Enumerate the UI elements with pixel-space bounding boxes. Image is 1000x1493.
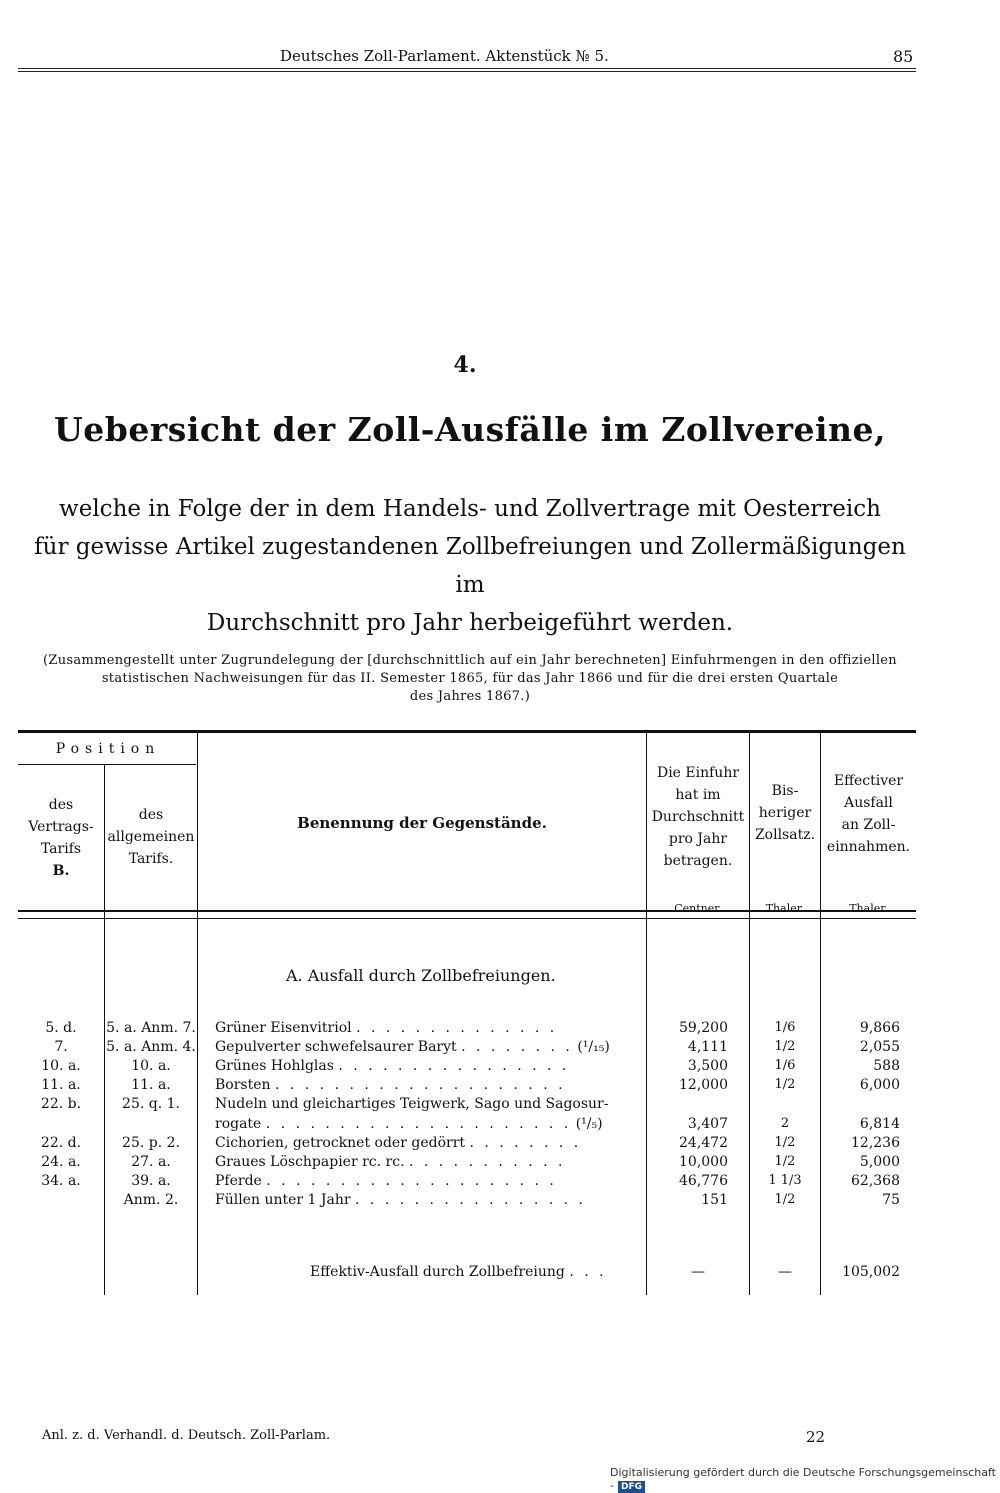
table-row — [0, 1020, 1000, 1039]
cell-zollsatz: 1/2 — [774, 1039, 796, 1054]
subtitle-line: welche in Folge der in dem Handels- und Zollvertrage mit Oesterreich — [59, 496, 881, 522]
cell-benennung — [215, 1173, 640, 1189]
header-line: des — [138, 807, 164, 823]
section-heading: A. Ausfall durch Zollbefreiungen. — [286, 966, 556, 985]
header-rule-double — [18, 71, 916, 72]
header-line: hat im — [675, 787, 721, 803]
header-title: Deutsches Zoll-Parlament. Aktenstück № 5. — [280, 47, 609, 65]
footer-reference: Anl. z. d. Verhandl. d. Deutsch. Zoll-Parlam. — [42, 1428, 331, 1443]
cell-benennung — [215, 1058, 640, 1074]
header-line: B. — [52, 863, 70, 879]
cell-einfuhr: 24,472 — [679, 1135, 728, 1151]
document-title: Uebersicht der Zoll-Ausfälle im Zollvereine, — [54, 410, 886, 449]
cell-vertragstarif: 11. a. — [41, 1077, 81, 1093]
cell-zollsatz: 1/2 — [774, 1154, 796, 1169]
table-row — [0, 1135, 1000, 1154]
item-name: Graues Löschpapier rc. rc. — [215, 1154, 405, 1170]
cell-ausfall: 62,368 — [851, 1173, 900, 1189]
cell-benennung — [215, 1116, 640, 1132]
footer-sheet-number: 22 — [806, 1428, 826, 1446]
cell-allgemeiner-tarif: 10. a. — [131, 1058, 171, 1074]
cell-ausfall: 6,000 — [859, 1077, 900, 1093]
note-line: (Zusammengestellt unter Zugrundelegung der [durchschnittlich auf ein Jahr berechneten] Einfuhrmengen in den offiziellen — [43, 653, 897, 668]
cell-vertragstarif: 22. b. — [40, 1096, 82, 1112]
dfg-logo: DFG — [618, 1481, 645, 1493]
position-rule — [18, 764, 196, 765]
item-name: Cichorien, getrocknet oder gedörrt — [215, 1135, 466, 1151]
item-name: rogate — [215, 1116, 262, 1132]
cell-benennung — [215, 1039, 640, 1055]
cell-einfuhr: 3,500 — [687, 1058, 728, 1074]
cell-benennung — [215, 1077, 640, 1093]
cell-ausfall: 9,866 — [859, 1020, 900, 1036]
position-header: Position — [55, 741, 161, 757]
cell-zollsatz: 1 1/3 — [768, 1173, 802, 1188]
total-ausfall: 105,002 — [842, 1264, 900, 1280]
cell-ausfall: 6,814 — [859, 1116, 900, 1132]
total-zollsatz: — — [778, 1264, 792, 1280]
cell-einfuhr: 4,111 — [687, 1039, 728, 1055]
leader-dots: . . . . . . . . . . . — [408, 1154, 566, 1170]
header-bottom-rule-2 — [18, 918, 916, 919]
table-row — [0, 1039, 1000, 1058]
header-line: Tarifs — [40, 841, 82, 857]
total-label — [310, 1264, 607, 1280]
page-number: 85 — [893, 47, 914, 66]
item-name: Pferde — [215, 1173, 262, 1189]
document-subtitle — [20, 490, 920, 642]
header-line: einnahmen. — [826, 839, 911, 855]
table-row — [0, 1116, 1000, 1135]
cell-vertragstarif: 22. d. — [40, 1135, 82, 1151]
table-row — [0, 1192, 1000, 1211]
table-row — [0, 1096, 1000, 1115]
cell-zollsatz: 1/6 — [774, 1020, 796, 1035]
total-label-text: Effektiv-Ausfall durch Zollbefreiung — [310, 1264, 565, 1280]
col-header-ausfall — [821, 770, 916, 858]
cell-allgemeiner-tarif: 5. a. Anm. 4. — [106, 1039, 196, 1055]
header-line: Zollsatz. — [754, 827, 816, 843]
header-line: Die Einfuhr — [656, 765, 740, 781]
header-line: Durchschnitt — [651, 809, 745, 825]
header-line: an Zoll- — [841, 817, 896, 833]
cell-benennung — [215, 1020, 640, 1036]
header-line: des — [48, 797, 74, 813]
cell-zollsatz: 1/6 — [774, 1058, 796, 1073]
cell-einfuhr: 3,407 — [687, 1116, 728, 1132]
subtitle-line: für gewisse Artikel zugestandenen Zollbefreiungen und Zollermäßigungen im — [34, 534, 906, 598]
item-fraction: (¹/₁₅) — [577, 1039, 610, 1055]
cell-vertragstarif: 7. — [54, 1039, 68, 1055]
cell-allgemeiner-tarif: 25. p. 2. — [122, 1135, 180, 1151]
table-row — [0, 1058, 1000, 1077]
cell-vertragstarif: 10. a. — [41, 1058, 81, 1074]
cell-benennung — [215, 1154, 640, 1170]
leader-dots: . . . — [569, 1264, 607, 1280]
leader-dots: . . . . . . . . . . . . . . . . — [338, 1058, 570, 1074]
col-header-zollsatz — [750, 780, 820, 846]
cell-einfuhr: 10,000 — [679, 1154, 728, 1170]
table-row — [0, 1077, 1000, 1096]
cell-ausfall: 2,055 — [859, 1039, 900, 1055]
col-header-allgemeiner-tarif — [105, 804, 197, 870]
header-line: betragen. — [663, 853, 733, 869]
digitization-credit — [610, 1466, 1000, 1493]
cell-einfuhr: 12,000 — [679, 1077, 728, 1093]
col-header-vertragstarif — [18, 794, 104, 882]
cell-ausfall: 5,000 — [859, 1154, 900, 1170]
table-row — [0, 1173, 1000, 1192]
cell-zollsatz: 2 — [780, 1116, 790, 1131]
cell-benennung — [215, 1192, 640, 1208]
cell-vertragstarif: 24. a. — [41, 1154, 81, 1170]
item-name: Borsten — [215, 1077, 271, 1093]
cell-zollsatz: 1/2 — [774, 1135, 796, 1150]
cell-zollsatz: 1/2 — [774, 1077, 796, 1092]
unit-zollsatz: Thaler. — [765, 902, 805, 915]
cell-allgemeiner-tarif: 11. a. — [131, 1077, 171, 1093]
item-fraction: (¹/₅) — [575, 1116, 603, 1132]
unit-ausfall: Thaler. — [849, 902, 888, 915]
item-name: Grünes Hohlglas — [215, 1058, 334, 1074]
cell-allgemeiner-tarif: Anm. 2. — [123, 1192, 179, 1208]
leader-dots: . . . . . . . . . . . . . . . . . . . . — [266, 1173, 557, 1189]
cell-zollsatz: 1/2 — [774, 1192, 796, 1207]
digitization-text: Digitalisierung gefördert durch die Deutsche Forschungsgemeinschaft - — [610, 1466, 996, 1492]
cell-einfuhr: 151 — [701, 1192, 728, 1208]
item-name: Gepulverter schwefelsaurer Baryt — [215, 1039, 457, 1055]
header-line: pro Jahr — [668, 831, 728, 847]
leader-dots: . . . . . . . . — [469, 1135, 582, 1151]
leader-dots: . . . . . . . . — [461, 1039, 573, 1055]
item-name: Füllen unter 1 Jahr — [215, 1192, 351, 1208]
cell-allgemeiner-tarif: 5. a. Anm. 7. — [106, 1020, 196, 1036]
header-line: Vertrags- — [28, 819, 94, 835]
leader-dots: . . . . . . . . . . . . . . . . . . . . — [274, 1077, 566, 1093]
leader-dots: . . . . . . . . . . . . . . . . — [355, 1192, 586, 1208]
total-einfuhr: — — [691, 1264, 705, 1280]
item-name: Nudeln und gleichartiges Teigwerk, Sago und Sagosur- — [215, 1096, 609, 1112]
subtitle-line: Durchschnitt pro Jahr herbeigeführt werden. — [206, 610, 734, 636]
header-line: Effectiver — [833, 773, 904, 789]
leader-dots: . . . . . . . . . . . . . . — [356, 1020, 558, 1036]
header-line: allgemeinen — [107, 829, 195, 845]
header-line: Tarifs. — [128, 851, 174, 867]
cell-allgemeiner-tarif: 25. q. 1. — [122, 1096, 180, 1112]
col-header-einfuhr — [647, 762, 749, 872]
cell-ausfall: 75 — [882, 1192, 900, 1208]
cell-allgemeiner-tarif: 27. a. — [131, 1154, 171, 1170]
cell-vertragstarif: 34. a. — [41, 1173, 81, 1189]
header-line: heriger — [758, 805, 812, 821]
total-row — [0, 1264, 1000, 1284]
cell-ausfall: 588 — [873, 1058, 900, 1074]
cell-ausfall: 12,236 — [851, 1135, 900, 1151]
table-row — [0, 1154, 1000, 1173]
item-name: Grüner Eisenvitriol — [215, 1020, 352, 1036]
cell-vertragstarif: 5. d. — [45, 1020, 77, 1036]
leader-dots: . . . . . . . . . . . . . . . . . . . . . — [265, 1116, 572, 1132]
header-rule — [18, 68, 916, 69]
cell-benennung — [215, 1096, 640, 1112]
compilation-note — [15, 652, 925, 706]
cell-einfuhr: 46,776 — [679, 1173, 728, 1189]
cell-einfuhr: 59,200 — [679, 1020, 728, 1036]
unit-einfuhr: Centner. — [674, 902, 722, 915]
table-top-rule — [18, 730, 916, 733]
section-number: 4. — [453, 352, 477, 378]
note-line: des Jahres 1867.) — [409, 689, 531, 704]
header-line: Ausfall — [844, 795, 893, 811]
col-header-benennung: Benennung der Gegenstände. — [297, 814, 547, 832]
cell-benennung — [215, 1135, 640, 1151]
header-line: Bis- — [771, 783, 799, 799]
cell-allgemeiner-tarif: 39. a. — [131, 1173, 171, 1189]
note-line: statistischen Nachweisungen für das II. Semester 1865, für das Jahr 1866 und für die drei ersten Quartale — [101, 671, 839, 686]
